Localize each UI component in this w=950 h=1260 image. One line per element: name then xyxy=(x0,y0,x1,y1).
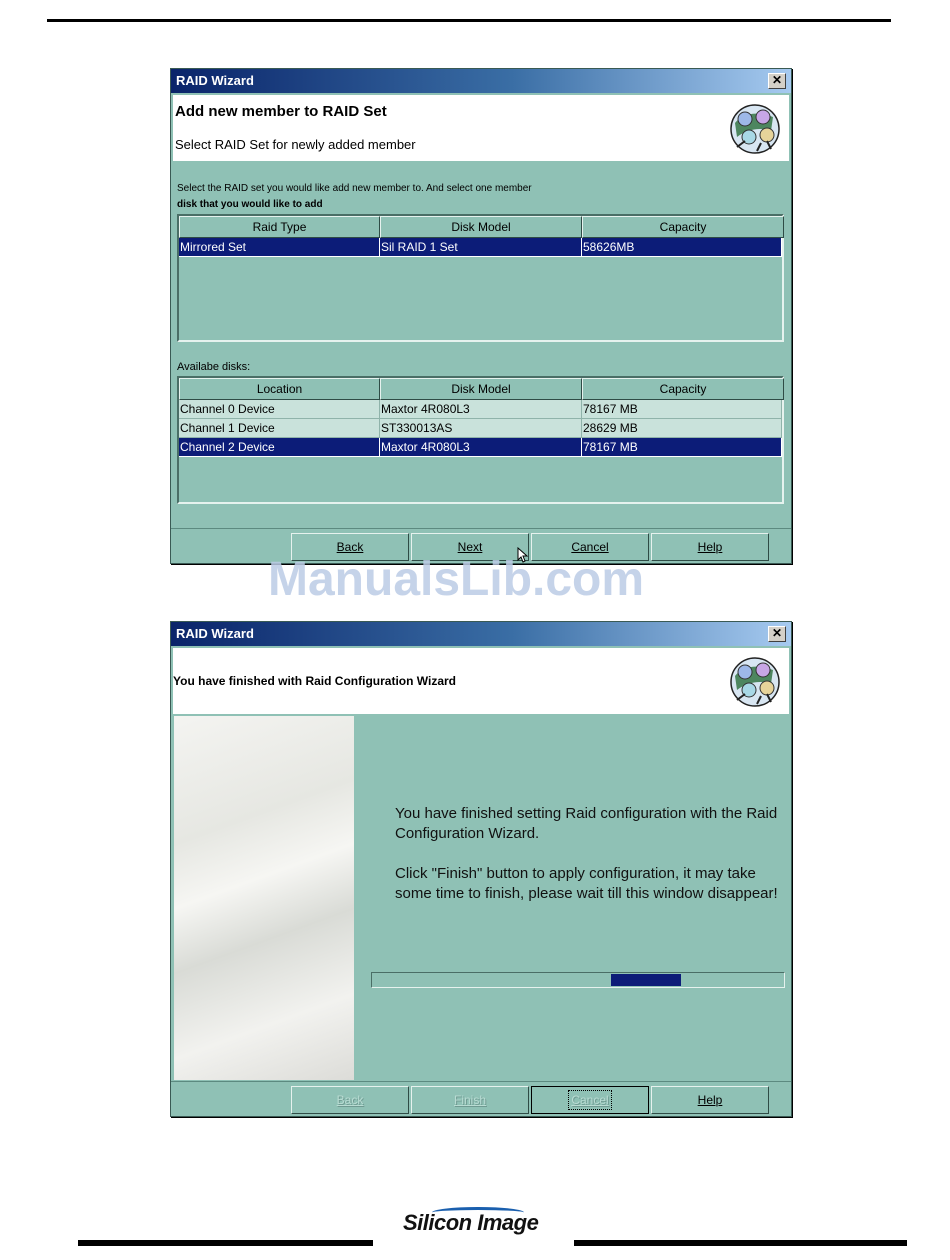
title-bar[interactable] xyxy=(171,622,791,646)
cell-disk-model: ST330013AS xyxy=(380,419,582,438)
page-subtitle: Select RAID Set for newly added member xyxy=(175,137,416,152)
wizard-header xyxy=(173,648,789,714)
instruction-text xyxy=(177,181,532,213)
instruction-line: Select the RAID set you would like add new member to. And select one member xyxy=(177,183,532,194)
raid-wizard-add-member-window xyxy=(170,68,792,564)
table-row[interactable] xyxy=(179,438,782,457)
cell-capacity: 78167 MB xyxy=(582,400,782,419)
cancel-button[interactable]: Cancel xyxy=(531,533,649,561)
help-button[interactable]: Help xyxy=(651,533,769,561)
back-button[interactable]: Back xyxy=(291,1086,409,1114)
button-bar xyxy=(171,1081,791,1116)
cell-capacity: 58626MB xyxy=(582,238,782,257)
raid-set-table[interactable] xyxy=(177,214,784,342)
cancel-button[interactable] xyxy=(531,1086,649,1114)
cell-location: Channel 0 Device xyxy=(179,400,380,419)
close-icon[interactable]: ✕ xyxy=(768,626,786,642)
top-rule xyxy=(47,19,891,22)
help-button[interactable]: Help xyxy=(651,1086,769,1114)
table-row[interactable] xyxy=(179,238,782,257)
column-header-raid-type[interactable]: Raid Type xyxy=(179,216,380,238)
column-header-capacity[interactable]: Capacity xyxy=(582,378,784,400)
finish-message xyxy=(395,804,787,924)
cell-disk-model: Maxtor 4R080L3 xyxy=(380,438,582,457)
finish-message-paragraph: Click "Finish" button to apply configuration, it may take some time to finish, please wait till this window disappear! xyxy=(395,865,778,902)
finish-button[interactable]: Finish xyxy=(411,1086,529,1114)
footer-rule-left xyxy=(78,1240,373,1246)
page-title: Add new member to RAID Set xyxy=(175,103,387,120)
close-icon[interactable]: ✕ xyxy=(768,73,786,89)
table-row[interactable] xyxy=(179,419,782,438)
finish-message-paragraph: You have finished setting Raid configuration with the Raid Configuration Wizard. xyxy=(395,805,778,842)
cell-capacity: 78167 MB xyxy=(582,438,782,457)
silicon-image-logo: Silicon Image xyxy=(403,1210,539,1235)
page-title: You have finished with Raid Configuration Wizard xyxy=(173,674,457,688)
available-disks-label: Availabe disks: xyxy=(177,361,251,373)
column-header-capacity[interactable]: Capacity xyxy=(582,216,784,238)
progress-bar xyxy=(371,972,785,988)
cell-location: Channel 2 Device xyxy=(179,438,380,457)
raid-disks-globe-icon xyxy=(727,101,783,157)
table-header xyxy=(179,378,782,400)
instruction-line: disk that you would like to add xyxy=(177,199,323,210)
back-button[interactable]: Back xyxy=(291,533,409,561)
watermark: ManualsLib.com xyxy=(268,553,645,606)
raid-disks-globe-icon xyxy=(727,654,783,710)
window-title: RAID Wizard xyxy=(176,73,254,88)
progress-bar-fill xyxy=(611,974,681,986)
cell-location: Channel 1 Device xyxy=(179,419,380,438)
cell-capacity: 28629 MB xyxy=(582,419,782,438)
table-row[interactable] xyxy=(179,400,782,419)
column-header-disk-model[interactable]: Disk Model xyxy=(380,216,582,238)
window-title: RAID Wizard xyxy=(176,626,254,641)
cell-disk-model: Maxtor 4R080L3 xyxy=(380,400,582,419)
wizard-side-image xyxy=(174,716,354,1080)
raid-wizard-finish-window xyxy=(170,621,792,1117)
next-button[interactable]: Next xyxy=(411,533,529,561)
column-header-location[interactable]: Location xyxy=(179,378,380,400)
cell-disk-model: Sil RAID 1 Set xyxy=(380,238,582,257)
table-header xyxy=(179,216,782,238)
wizard-header xyxy=(173,95,789,161)
cancel-button-label: Cancel xyxy=(571,1093,609,1107)
cell-raid-type: Mirrored Set xyxy=(179,238,380,257)
column-header-disk-model[interactable]: Disk Model xyxy=(380,378,582,400)
title-bar[interactable] xyxy=(171,69,791,93)
available-disks-table[interactable] xyxy=(177,376,784,504)
footer-rule-right xyxy=(574,1240,907,1246)
